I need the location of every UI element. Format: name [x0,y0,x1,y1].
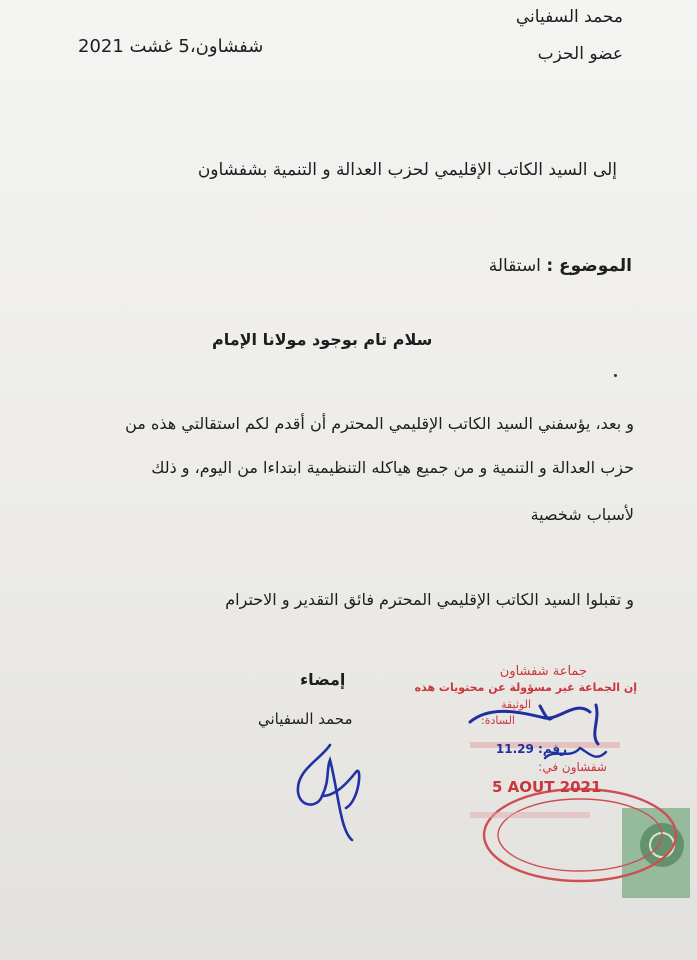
stamp-line-signer: السادة: [481,714,515,727]
body-line-1: و بعد، يؤسفني السيد الكاتب الإقليمي المحترم أن أقدم لكم استقالتي هذه من [125,414,634,433]
author-name: محمد السفياني [515,7,623,27]
author-role: عضو الحزب [537,44,623,64]
place-date: شفشاون،5 غشت 2021 [78,36,264,57]
subject-value: استقالة [488,256,541,276]
stamp-commune: جماعة شفشاون [499,664,587,679]
stamp-line-document: الوثيقة [501,698,531,711]
stamp-date-value: 5 AOUT 2021 [492,778,602,796]
greeting: سلام تام بوجود مولانا الإمام [212,330,433,349]
body-line-3: لأسباب شخصية [530,505,634,524]
closing-line: و تقبلوا السيد الكاتب الإقليمي المحترم فائق التقدير و الاحترام [225,590,634,609]
signature-name: محمد السفياني [258,710,353,728]
stamp-date-place: شفشاون في: [538,760,607,774]
recipient-line: إلى السيد الكاتب الإقليمي لحزب العدالة و التنمية بشفشاون [197,160,617,180]
signature-label: إمضاء [300,670,346,689]
stamp-certify-line: إن الجماعة غير مسؤولة عن محتويات هذه [414,681,637,694]
body-line-2: حزب العدالة و التنمية و من جميع هياكله التنظيمية ابتداءا من اليوم، و ذلك [151,458,634,477]
stamp-registered: رقم: 11.29 [495,742,567,756]
subject-label: الموضوع : [546,256,632,276]
